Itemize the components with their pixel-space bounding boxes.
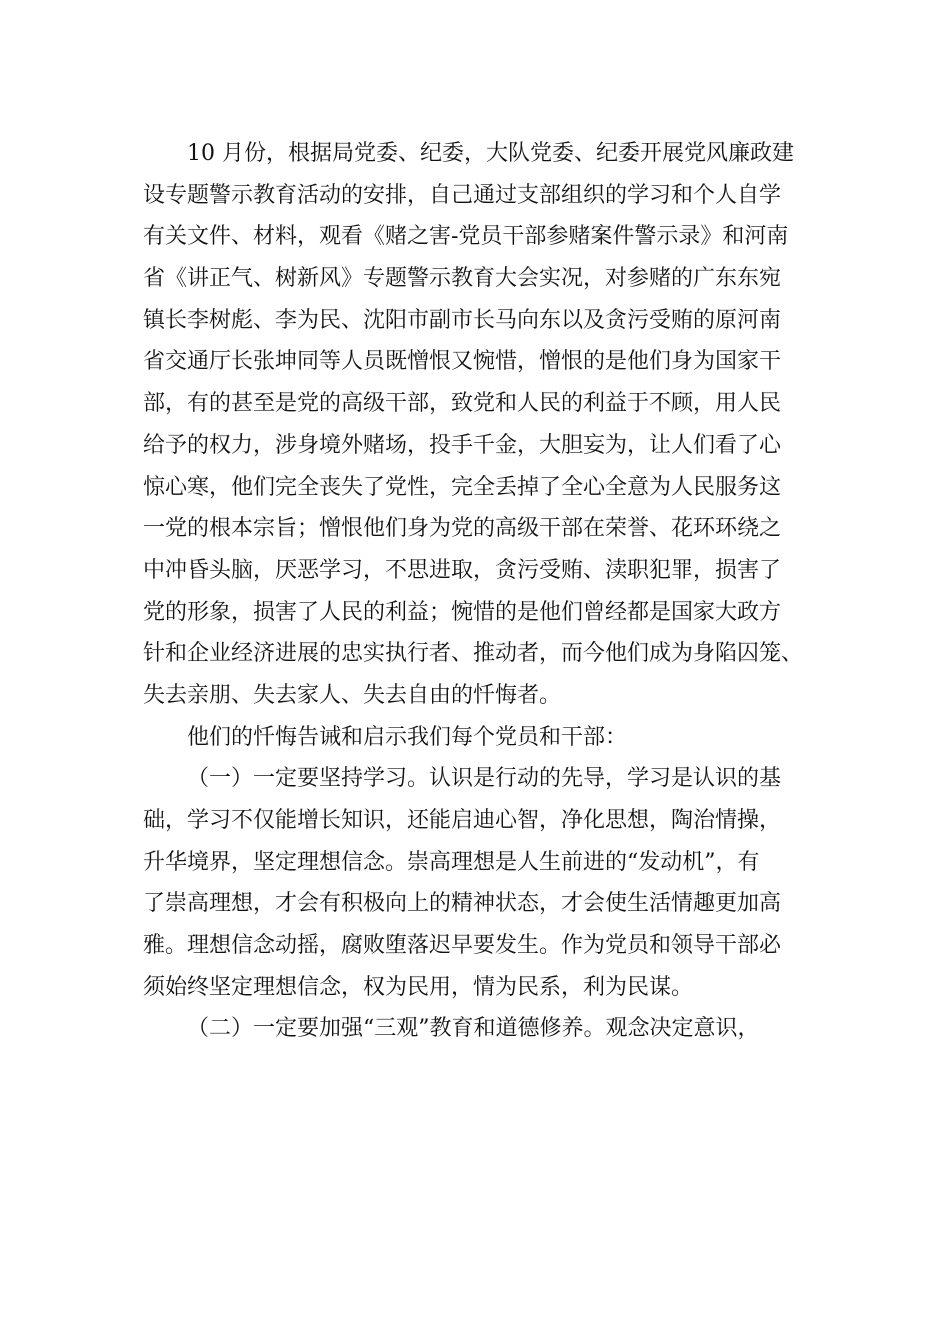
- paragraph-3-line-4: 了崇高理想，才会有积极向上的精神状态，才会使生活情趣更加高: [143, 891, 782, 917]
- paragraph-4-line-1: （二）一定要加强“三观”教育和道德修养。观念决定意识，: [187, 1016, 760, 1042]
- paragraph-3-line-1: （一）一定要坚持学习。认识是行动的先导，学习是认识的基: [187, 766, 782, 792]
- paragraph-3-line-5: 雅。理想信念动摇，腐败堕落迟早要发生。作为党员和领导干部必: [143, 933, 782, 959]
- paragraph-1-line-13: 针和企业经济进展的忠实执行者、推动者，而今他们成为身陷囚笼、: [143, 641, 804, 667]
- paragraph-1-line-4: 省《讲正气、树新风》专题警示教育大会实况，对参赌的广东东宛: [143, 266, 782, 292]
- paragraph-3-line-2: 础，学习不仅能增长知识，还能启迪心智，净化思想，陶治情操，: [143, 808, 782, 833]
- document-body: [143, 133, 843, 1050]
- paragraph-3-line-6: 须始终坚定理想信念，权为民用，情为民系，利为民谋。: [143, 974, 694, 1000]
- paragraph-1-line-10: 一党的根本宗旨；憎恨他们身为党的高级干部在荣誉、花环环绕之: [143, 516, 782, 542]
- paragraph-1-line-2: 设专题警示教育活动的安排，自己通过支部组织的学习和个人自学: [143, 182, 782, 208]
- paragraph-1-line-8: 给予的权力，涉身境外赌场，投手千金，大胆妄为，让人们看了心: [143, 432, 782, 458]
- paragraph-1-line-3: 有关文件、材料，观看《赌之害-党员干部参赌案件警示录》和河南: [143, 224, 789, 250]
- paragraph-3-line-3: 升华境界，坚定理想信念。崇高理想是人生前进的“发动机”，有: [143, 849, 760, 875]
- paragraph-1-line-1: 10 月份，根据局党委、纪委，大队党委、纪委开展党风廉政建: [187, 141, 794, 166]
- paragraph-2-line-1: 他们的忏悔告诫和启示我们每个党员和干部：: [187, 724, 628, 750]
- paragraph-1-line-11: 中冲昏头脑，厌恶学习，不思进取，贪污受贿、渎职犯罪，损害了: [143, 557, 782, 583]
- paragraph-1-line-12: 党的形象，损害了人民的利益；惋惜的是他们曾经都是国家大政方: [143, 599, 782, 625]
- paragraph-1-line-5: 镇长李树彪、李为民、沈阳市副市长马向东以及贪污受贿的原河南: [143, 307, 782, 333]
- paragraph-1-line-7: 部，有的甚至是党的高级干部，致党和人民的利益于不顾，用人民: [143, 391, 782, 417]
- paragraph-1-line-9: 惊心寒，他们完全丧失了党性，完全丢掉了全心全意为人民服务这: [143, 474, 782, 500]
- paragraph-1-line-14: 失去亲朋、失去家人、失去自由的忏悔者。: [143, 682, 562, 708]
- paragraph-1-line-6: 省交通厅长张坤同等人员既憎恨又惋惜，憎恨的是他们身为国家干: [143, 349, 782, 375]
